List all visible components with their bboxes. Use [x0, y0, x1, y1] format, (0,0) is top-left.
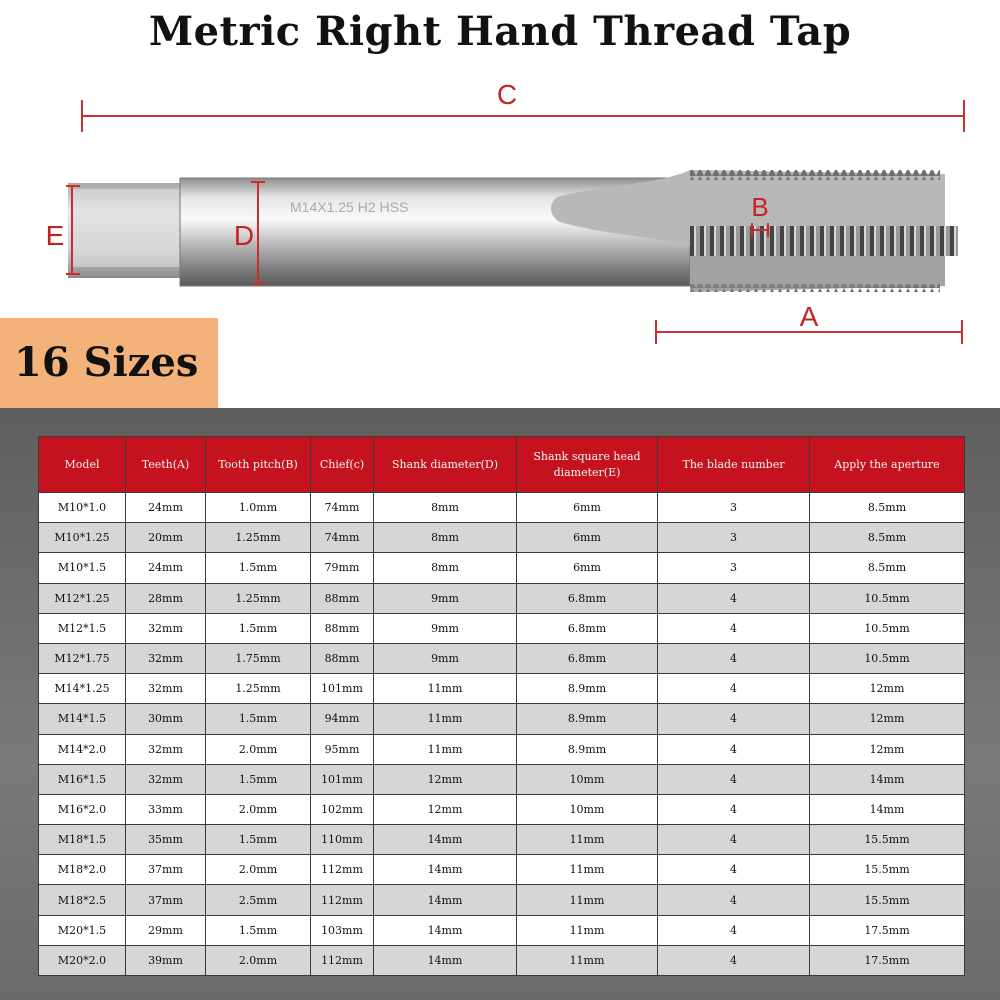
table-cell: 4	[658, 794, 810, 824]
dimension-b	[751, 192, 768, 237]
spec-table	[38, 436, 965, 976]
column-header: Teeth(A)	[126, 437, 206, 493]
label-b: B	[751, 192, 769, 222]
table-cell: 8.9mm	[517, 704, 658, 734]
table-cell: 14mm	[374, 855, 517, 885]
table-row	[39, 794, 965, 824]
table-cell: M14*2.0	[39, 734, 126, 764]
column-header: Apply the aperture	[810, 437, 965, 493]
table-cell: 10.5mm	[810, 643, 965, 673]
table-cell: 6mm	[517, 553, 658, 583]
table-cell: M14*1.5	[39, 704, 126, 734]
column-header: Tooth pitch(B)	[206, 437, 311, 493]
table-cell: 1.25mm	[206, 674, 311, 704]
table-cell: 6.8mm	[517, 613, 658, 643]
label-c: C	[496, 79, 518, 110]
table-cell: 112mm	[311, 945, 374, 975]
table-cell: 11mm	[374, 704, 517, 734]
table-cell: 4	[658, 583, 810, 613]
table-cell: 12mm	[374, 764, 517, 794]
table-cell: 2.0mm	[206, 734, 311, 764]
table-cell: M12*1.5	[39, 613, 126, 643]
table-cell: 3	[658, 523, 810, 553]
table-cell: 103mm	[311, 915, 374, 945]
table-cell: 4	[658, 945, 810, 975]
table-cell: 2.0mm	[206, 794, 311, 824]
table-cell: 30mm	[126, 704, 206, 734]
label-e: E	[45, 220, 65, 251]
table-cell: 10mm	[517, 764, 658, 794]
table-cell: 1.5mm	[206, 553, 311, 583]
table-cell: 12mm	[810, 734, 965, 764]
table-cell: 8mm	[374, 553, 517, 583]
table-cell: 11mm	[517, 885, 658, 915]
page-title: Metric Right Hand Thread Tap	[148, 8, 852, 55]
table-cell: 6.8mm	[517, 643, 658, 673]
table-cell: 4	[658, 674, 810, 704]
table-cell: M10*1.5	[39, 553, 126, 583]
table-cell: 4	[658, 643, 810, 673]
table-cell: 12mm	[374, 794, 517, 824]
table-cell: M10*1.0	[39, 493, 126, 523]
table-cell: 2.0mm	[206, 945, 311, 975]
table-cell: 17.5mm	[810, 945, 965, 975]
column-header: Shank square head diameter(E)	[517, 437, 658, 493]
table-cell: 32mm	[126, 643, 206, 673]
table-row	[39, 493, 965, 523]
table-cell: M20*1.5	[39, 915, 126, 945]
table-cell: 1.5mm	[206, 704, 311, 734]
table-row	[39, 915, 965, 945]
table-cell: 35mm	[126, 825, 206, 855]
table-cell: 32mm	[126, 674, 206, 704]
table-cell: 4	[658, 825, 810, 855]
table-cell: 15.5mm	[810, 825, 965, 855]
table-row	[39, 674, 965, 704]
table-cell: 10.5mm	[810, 613, 965, 643]
table-row	[39, 643, 965, 673]
table-row	[39, 704, 965, 734]
table-row	[39, 734, 965, 764]
table-cell: 32mm	[126, 734, 206, 764]
table-cell: 88mm	[311, 613, 374, 643]
table-cell: 9mm	[374, 643, 517, 673]
table-row	[39, 613, 965, 643]
table-cell: 14mm	[374, 945, 517, 975]
table-cell: M18*2.0	[39, 855, 126, 885]
table-cell: 6mm	[517, 523, 658, 553]
table-cell: 4	[658, 764, 810, 794]
table-cell: 9mm	[374, 613, 517, 643]
table-cell: 88mm	[311, 583, 374, 613]
table-cell: 11mm	[517, 915, 658, 945]
table-cell: 14mm	[374, 915, 517, 945]
label-a: A	[799, 301, 819, 332]
table-cell: 10mm	[517, 794, 658, 824]
spec-table-panel	[0, 408, 1000, 1000]
table-cell: 112mm	[311, 885, 374, 915]
table-cell: 95mm	[311, 734, 374, 764]
table-cell: 1.5mm	[206, 613, 311, 643]
table-cell: 15.5mm	[810, 885, 965, 915]
table-cell: 8.5mm	[810, 553, 965, 583]
table-cell: 33mm	[126, 794, 206, 824]
table-row	[39, 945, 965, 975]
table-cell: M16*1.5	[39, 764, 126, 794]
table-cell: 8mm	[374, 523, 517, 553]
table-cell: 4	[658, 704, 810, 734]
table-cell: M18*2.5	[39, 885, 126, 915]
table-cell: 2.0mm	[206, 855, 311, 885]
table-cell: 3	[658, 553, 810, 583]
table-cell: 8.9mm	[517, 674, 658, 704]
label-d: D	[233, 220, 255, 251]
sizes-badge	[0, 318, 218, 408]
table-cell: 1.5mm	[206, 764, 311, 794]
table-cell: 14mm	[810, 794, 965, 824]
table-cell: 24mm	[126, 493, 206, 523]
table-cell: M16*2.0	[39, 794, 126, 824]
table-cell: 29mm	[126, 915, 206, 945]
table-cell: 8.5mm	[810, 493, 965, 523]
table-cell: 11mm	[374, 734, 517, 764]
table-cell: 88mm	[311, 643, 374, 673]
table-cell: M18*1.5	[39, 825, 126, 855]
table-cell: 1.5mm	[206, 915, 311, 945]
dimension-c	[82, 79, 964, 132]
table-cell: M10*1.25	[39, 523, 126, 553]
table-cell: 32mm	[126, 764, 206, 794]
column-header: Shank diameter(D)	[374, 437, 517, 493]
table-row	[39, 855, 965, 885]
table-cell: 110mm	[311, 825, 374, 855]
table-cell: 101mm	[311, 674, 374, 704]
table-cell: 11mm	[517, 855, 658, 885]
table-cell: 1.5mm	[206, 825, 311, 855]
table-cell: 1.25mm	[206, 583, 311, 613]
table-cell: 4	[658, 855, 810, 885]
table-cell: 17.5mm	[810, 915, 965, 945]
table-cell: 1.25mm	[206, 523, 311, 553]
table-cell: 4	[658, 613, 810, 643]
table-cell: 24mm	[126, 553, 206, 583]
table-cell: 3	[658, 493, 810, 523]
table-cell: 4	[658, 915, 810, 945]
table-cell: 14mm	[374, 825, 517, 855]
table-cell: 101mm	[311, 764, 374, 794]
table-cell: M20*2.0	[39, 945, 126, 975]
table-cell: 11mm	[374, 674, 517, 704]
table-cell: 11mm	[517, 825, 658, 855]
table-cell: 1.75mm	[206, 643, 311, 673]
table-cell: 4	[658, 734, 810, 764]
table-cell: 37mm	[126, 885, 206, 915]
table-cell: 8mm	[374, 493, 517, 523]
table-cell: 6.8mm	[517, 583, 658, 613]
table-cell: 15.5mm	[810, 855, 965, 885]
table-cell: 37mm	[126, 855, 206, 885]
table-cell: 112mm	[311, 855, 374, 885]
table-cell: M14*1.25	[39, 674, 126, 704]
table-cell: 8.5mm	[810, 523, 965, 553]
table-row	[39, 885, 965, 915]
shank-engraving: M14X1.25 H2 HSS	[290, 199, 409, 215]
table-cell: 74mm	[311, 523, 374, 553]
table-cell: 8.9mm	[517, 734, 658, 764]
table-cell: 6mm	[517, 493, 658, 523]
table-cell: 4	[658, 885, 810, 915]
table-cell: 94mm	[311, 704, 374, 734]
table-cell: 12mm	[810, 674, 965, 704]
table-cell: M12*1.75	[39, 643, 126, 673]
table-row	[39, 523, 965, 553]
column-header: Model	[39, 437, 126, 493]
table-row	[39, 553, 965, 583]
table-cell: 2.5mm	[206, 885, 311, 915]
table-cell: 79mm	[311, 553, 374, 583]
table-cell: 14mm	[810, 764, 965, 794]
column-header: The blade number	[658, 437, 810, 493]
dimension-a	[656, 301, 962, 344]
table-cell: 20mm	[126, 523, 206, 553]
table-cell: 74mm	[311, 493, 374, 523]
table-header-row	[39, 437, 965, 493]
column-header: Chief(c)	[311, 437, 374, 493]
table-row	[39, 583, 965, 613]
table-cell: 1.0mm	[206, 493, 311, 523]
table-cell: M12*1.25	[39, 583, 126, 613]
table-cell: 9mm	[374, 583, 517, 613]
table-cell: 39mm	[126, 945, 206, 975]
table-cell: 28mm	[126, 583, 206, 613]
table-cell: 11mm	[517, 945, 658, 975]
table-cell: 12mm	[810, 704, 965, 734]
table-cell: 32mm	[126, 613, 206, 643]
table-row	[39, 825, 965, 855]
table-cell: 10.5mm	[810, 583, 965, 613]
table-body	[39, 493, 965, 976]
table-cell: 14mm	[374, 885, 517, 915]
sizes-badge-label: 16 Sizes	[14, 339, 199, 386]
table-row	[39, 764, 965, 794]
table-cell: 102mm	[311, 794, 374, 824]
